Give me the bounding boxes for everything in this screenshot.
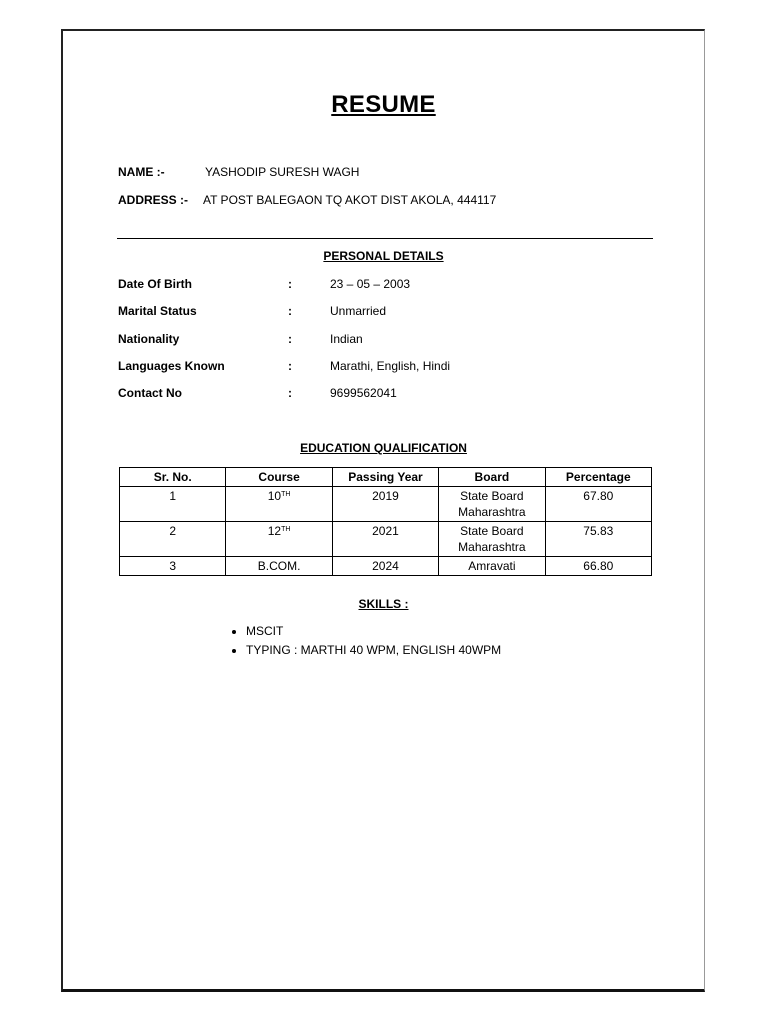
resume-title: RESUME [331,91,436,118]
course-text: 12 [267,524,282,538]
list-item: • TYPING : MARTHI 40 WPM, ENGLISH 40WPM [246,641,501,660]
header-sr-no: Sr. No. [120,468,226,487]
cell-percentage: 75.83 [545,522,651,557]
marital-status-label: Marital Status [118,304,197,318]
languages-value: Marathi, English, Hindi [330,359,451,373]
nationality-separator: : [288,332,292,346]
cell-board [439,522,545,557]
board-line-2: Maharashtra [458,540,526,554]
cell-course [226,522,332,557]
cell-passing-year: 2019 [332,487,438,522]
table-row [120,487,652,522]
board-line-1: Amravati [468,559,516,573]
address-value: AT POST BALEGAON TQ AKOT DIST AKOLA, 444117 [203,193,497,207]
board-line-2: Maharashtra [458,505,526,519]
table-row [120,557,652,576]
marital-status-separator: : [288,304,292,318]
languages-separator: : [288,359,292,373]
course-text: 10 [267,489,282,503]
languages-label: Languages Known [118,359,225,373]
header-board: Board [439,468,545,487]
cell-course [226,557,332,576]
course-text: B.COM. [257,559,301,573]
address-label: ADDRESS :- [118,193,189,207]
education-heading: EDUCATION QUALIFICATION [300,441,467,455]
name-value: YASHODIP SURESH WAGH [205,165,360,179]
course-superscript: TH [281,526,291,533]
personal-details-heading: PERSONAL DETAILS [323,249,444,263]
table-header-row [120,468,652,487]
cell-course [226,487,332,522]
dob-value: 23 – 05 – 2003 [330,277,411,291]
header-passing-year: Passing Year [332,468,438,487]
address-row [118,193,188,207]
board-line-1: State Board [460,489,524,503]
cell-sr-no: 1 [120,487,226,522]
cell-sr-no: 3 [120,557,226,576]
header-percentage: Percentage [545,468,651,487]
header-course: Course [226,468,332,487]
board-line-1: State Board [460,524,524,538]
table-row [120,522,652,557]
contact-label: Contact No [118,386,182,400]
cell-percentage: 66.80 [545,557,651,576]
cell-passing-year: 2021 [332,522,438,557]
marital-status-value: Unmarried [330,304,387,318]
name-row [118,165,165,179]
cell-sr-no: 2 [120,522,226,557]
cell-passing-year: 2024 [332,557,438,576]
skills-list [226,622,501,660]
cell-board [439,557,545,576]
horizontal-divider [117,238,653,239]
cell-percentage: 67.80 [545,487,651,522]
dob-label: Date Of Birth [118,277,193,291]
name-label: NAME :- [118,165,165,179]
cell-board [439,487,545,522]
education-table [119,467,652,576]
skills-heading: SKILLS : [358,597,409,611]
contact-separator: : [288,386,292,400]
nationality-label: Nationality [118,332,180,346]
contact-value: 9699562041 [330,386,397,400]
nationality-value: Indian [330,332,363,346]
dob-separator: : [288,277,292,291]
resume-page [61,29,705,992]
list-item: • MSCIT [246,622,501,641]
course-superscript: TH [281,491,291,498]
